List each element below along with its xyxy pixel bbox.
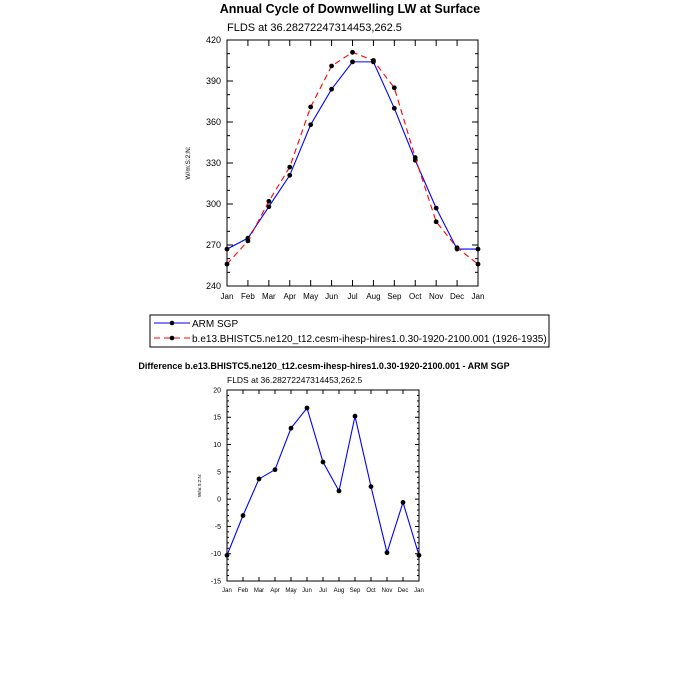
x-tick-label: May [303,292,319,301]
y-axis-label: W/m:S:2:N: [185,146,192,180]
data-point-series-1 [413,155,418,160]
x-tick-label: Feb [241,292,255,301]
x-tick-label: Jun [302,588,312,594]
chart2-title: Difference b.e13.BHISTC5.ne120_t12.cesm-ihesp-hires1.0.30-1920-2100.001 - ARM SGP [138,361,510,371]
x-tick-label: Oct [409,292,422,301]
difference-chart [138,361,509,594]
data-point-series-0 [321,460,326,465]
data-point-series-0 [434,206,439,211]
data-point-series-0 [308,122,313,127]
y-tick-label: -10 [210,551,221,559]
y-tick-label: 240 [205,281,221,292]
x-tick-label: Sep [349,588,361,594]
data-point-series-0 [225,247,230,252]
data-point-series-1 [287,165,292,170]
annual-cycle-chart [185,2,484,301]
data-point-series-0 [350,59,355,64]
y-tick-label: 300 [205,199,221,210]
chart1-title: Annual Cycle of Downwelling LW at Surface [219,2,481,16]
x-tick-label: Dec [449,292,465,301]
y-tick-label: -5 [214,523,221,531]
y-tick-label: 10 [213,442,221,450]
x-tick-label: Jun [325,292,339,301]
y-tick-label: 0 [217,496,221,504]
x-tick-label: Mar [253,588,265,594]
x-tick-label: Apr [270,588,280,594]
x-tick-label: Oct [366,588,376,594]
data-point-series-1 [350,50,355,55]
x-tick-label: Nov [381,588,393,594]
plot-frame [227,40,478,286]
legend-label-model: b.e13.BHISTC5.ne120_t12.cesm-ihesp-hires1.0.30-1920-2100.001 (1926-1935) [192,334,547,345]
y-axis-label: W/m:S:2:N: [197,473,202,498]
x-tick-label: Dec [397,588,409,594]
x-tick-label: Jul [319,588,327,594]
y-tick-label: 390 [205,76,221,87]
x-tick-label: Aug [366,292,381,301]
data-point-series-1 [371,58,376,63]
data-point-series-1 [329,64,334,69]
series-line-0 [227,62,478,249]
series-line-0 [227,408,419,555]
x-tick-label: May [285,588,297,594]
data-point-series-1 [392,85,397,90]
y-tick-label: 330 [205,158,221,169]
data-point-series-0 [329,87,334,92]
x-tick-label: Jul [347,292,358,301]
y-tick-label: 360 [205,117,221,128]
x-tick-label: Sep [387,292,402,301]
data-point-series-0 [257,477,262,482]
x-tick-label: Aug [333,588,345,594]
data-point-series-0 [241,513,246,518]
x-tick-label: Jan [220,292,234,301]
data-point-series-0 [289,426,294,431]
chart1-plot-area [185,35,484,301]
data-point-series-1 [476,262,481,267]
y-tick-label: -15 [210,578,221,586]
y-tick-label: 20 [213,387,221,395]
legend-marker-model [170,336,175,341]
data-point-series-0 [305,406,310,411]
x-tick-label: Feb [237,588,249,594]
data-point-series-0 [225,553,230,558]
x-tick-label: Jan [414,588,424,594]
data-point-series-1 [308,105,313,110]
chart1-legend [150,315,549,347]
x-tick-label: Jan [471,292,485,301]
data-point-series-0 [337,489,342,494]
x-tick-label: Nov [429,292,444,301]
chart2-subtitle: FLDS at 36.28272247314453,262.5 [227,375,363,385]
y-tick-label: 5 [217,469,221,477]
data-point-series-1 [266,199,271,204]
y-tick-label: 270 [205,240,221,251]
x-tick-label: Apr [283,292,296,301]
data-point-series-0 [273,467,278,472]
chart1-subtitle: FLDS at 36.28272247314453,262.5 [227,22,402,34]
legend-label-arm: ARM SGP [192,319,239,330]
data-point-series-0 [385,550,390,555]
data-point-series-1 [434,219,439,224]
y-tick-label: 15 [213,414,221,422]
y-tick-label: 420 [205,35,221,46]
data-point-series-1 [455,245,460,250]
data-point-series-0 [392,106,397,111]
legend-marker-arm [170,321,175,326]
data-point-series-1 [246,239,251,244]
x-tick-label: Mar [261,292,276,301]
data-point-series-0 [369,484,374,489]
data-point-series-0 [476,247,481,252]
data-point-series-0 [401,500,406,505]
x-tick-label: Jan [222,588,232,594]
data-point-series-0 [417,553,422,558]
data-point-series-0 [353,414,358,419]
data-point-series-1 [225,262,230,267]
series-line-1 [227,52,478,264]
chart2-plot-area [197,387,424,594]
data-point-series-0 [287,173,292,178]
